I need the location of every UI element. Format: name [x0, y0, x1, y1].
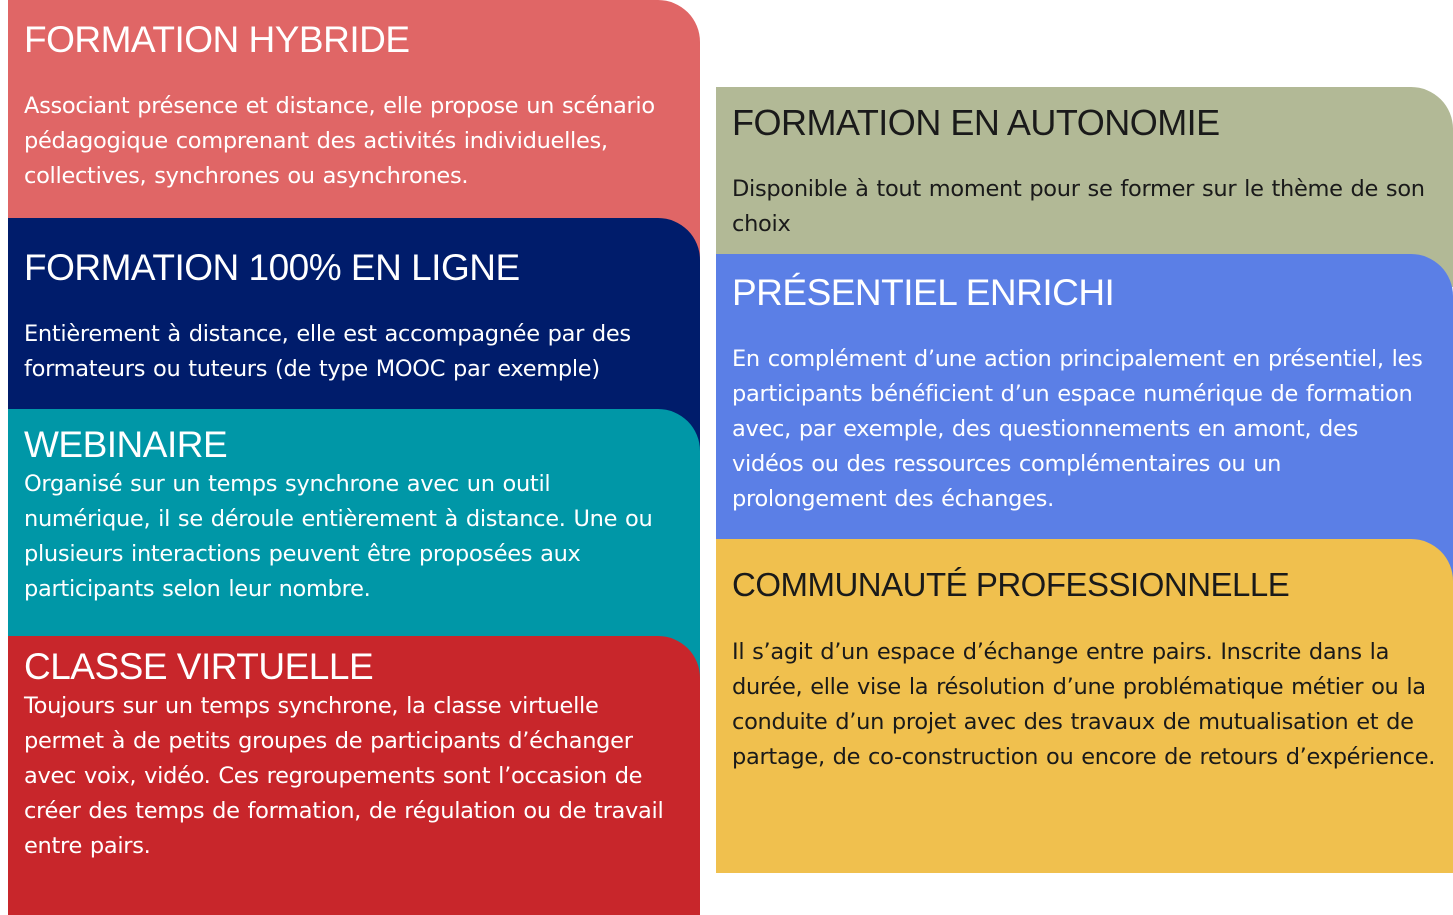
card-title: CLASSE VIRTUELLE — [24, 646, 374, 687]
card-description: Toujours sur un temps synchrone, la classe virtuelle permet à de petits groupes de participants d’échanger avec voix, vidéo. Ces regroupements sont l’occasion de créer des temps de formation, de régulation ou de travail entre pairs. — [24, 693, 664, 859]
card-classe-virtuelle — [8, 636, 700, 915]
card-title: WEBINAIRE — [24, 424, 228, 465]
card-description: Il s’agit d’un espace d’échange entre pairs. Inscrite dans la durée, elle vise la résolution d’une problématique métier ou la conduite d’un projet avec des travaux de mutualisation et de partage, de co-construction ou encore de retours d’expérience. — [732, 639, 1436, 770]
card-title: FORMATION EN AUTONOMIE — [732, 102, 1220, 143]
card-description: Associant présence et distance, elle propose un scénario pédagogique comprenant des activités individuelles, collectives, synchrones ou asynchrones. — [24, 93, 655, 189]
card-description: Organisé sur un temps synchrone avec un outil numérique, il se déroule entièrement à distance. Une ou plusieurs interactions peuvent être proposées aux participants selon leur nombre. — [24, 471, 653, 602]
card-title: PRÉSENTIEL ENRICHI — [732, 272, 1115, 313]
card-title: FORMATION 100% EN LIGNE — [24, 247, 520, 288]
card-description: Entièrement à distance, elle est accompagnée par des formateurs ou tuteurs (de type MOOC par exemple) — [24, 321, 631, 382]
card-description: En complément d’une action principalement en présentiel, les participants bénéficient d’un espace numérique de formation avec, par exemple, des questionnements en amont, des vidéos ou des ressources complémentaires ou un prolongement des échanges. — [732, 346, 1423, 512]
card-communaute-professionnelle — [716, 539, 1453, 873]
card-title: FORMATION HYBRIDE — [24, 19, 410, 60]
card-description: Disponible à tout moment pour se former sur le thème de son choix — [732, 176, 1425, 237]
card-title: COMMUNAUTÉ PROFESSIONNELLE — [732, 566, 1290, 603]
card-presentiel-enrichi — [716, 254, 1453, 584]
